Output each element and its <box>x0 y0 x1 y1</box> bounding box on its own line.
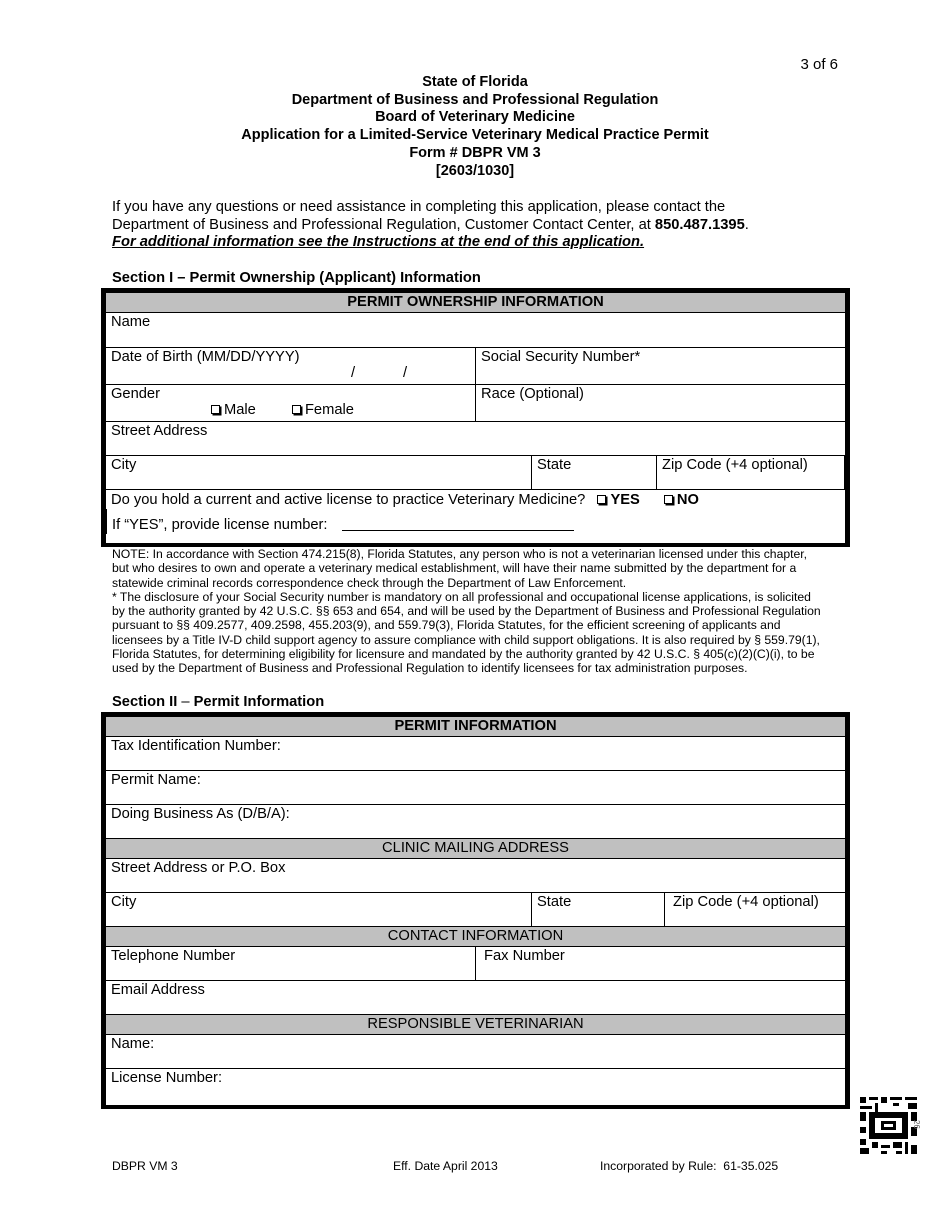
intro-line-2-text: Department of Business and Professional Regulation, Customer Contact Center, at <box>112 216 655 233</box>
name-row <box>106 312 845 347</box>
tin-field[interactable] <box>106 737 845 770</box>
note-line: pursuant to §§ 409.2577, 409.2598, 455.203(9), and 559.79(3), Florida Statutes, for the efficient screening of applicants and <box>112 618 781 633</box>
contact-phone: 850.487.1395 <box>654 216 745 233</box>
dob-field[interactable] <box>106 348 475 384</box>
contact-info-heading: CONTACT INFORMATION <box>106 926 845 946</box>
dob-separator-1: / <box>351 365 356 381</box>
page-number: 3 of 6 <box>800 56 838 73</box>
note-line: NOTE: In accordance with Section 474.215(8), Florida Statutes, any person who is not a veterinarian licensed under this chapter, <box>112 547 808 561</box>
header-form-code: [2603/1030] <box>435 162 515 179</box>
email-field[interactable] <box>106 981 845 1014</box>
vet-license-label: License Number: <box>111 1070 223 1086</box>
license-number-input[interactable] <box>342 530 574 531</box>
street-field[interactable] <box>106 422 845 455</box>
yes-label: YES <box>610 492 640 508</box>
header-form-number: Form # DBPR VM 3 <box>409 144 541 161</box>
mailing-street-row <box>106 858 845 892</box>
vet-name-row <box>106 1034 845 1068</box>
note-line: used by the Department of Business and Professional Regulation to identify licensees for tax administration purposes. <box>112 661 748 676</box>
permit-name-label: Permit Name: <box>111 772 201 788</box>
note-line: licensees by a Title IV-D child support agency to assure compliance with child support obligations. It is also required by § 559.79(1), <box>112 632 820 647</box>
email-label: Email Address <box>111 982 205 998</box>
vet-license-field[interactable] <box>106 1069 845 1102</box>
vet-name-label: Name: <box>111 1036 155 1052</box>
footer-effective-date: Eff. Date April 2013 <box>393 1159 498 1173</box>
telephone-label: Telephone Number <box>111 948 236 964</box>
name-label: Name <box>111 314 151 330</box>
fax-label: Fax Number <box>484 948 565 964</box>
barcode-icon <box>860 1097 917 1154</box>
gender-race-row <box>106 384 845 421</box>
dob-ssn-row <box>106 347 845 384</box>
header-board: Board of Veterinary Medicine <box>375 109 575 126</box>
license-number-label: If “YES”, provide license number: <box>112 517 328 533</box>
responsible-vet-heading: RESPONSIBLE VETERINARIAN <box>106 1014 845 1034</box>
section-1-title: Section I – Permit Ownership (Applicant) Information <box>112 270 481 286</box>
permit-ownership-heading: PERMIT OWNERSHIP INFORMATION <box>106 293 845 312</box>
mailing-state-field[interactable] <box>531 893 664 926</box>
dba-field[interactable] <box>106 805 845 838</box>
state-field[interactable] <box>531 456 656 489</box>
city-field[interactable] <box>106 456 531 489</box>
license-question-row <box>106 489 845 544</box>
header-state: State of Florida <box>422 74 528 90</box>
intro-line-1: If you have any questions or need assistance in completing this application, please contact the <box>112 199 726 215</box>
name-field[interactable] <box>106 313 845 347</box>
footer-rule: Incorporated by Rule: 61-35.025 <box>600 1159 779 1173</box>
license-number-field <box>106 509 845 534</box>
street-label: Street Address <box>111 423 208 439</box>
no-label: NO <box>676 492 699 508</box>
section-2-title-dash: – <box>177 694 194 710</box>
no-option[interactable] <box>664 492 699 508</box>
race-field[interactable] <box>475 385 845 421</box>
male-option[interactable] <box>211 402 256 418</box>
permit-name-row <box>106 770 845 804</box>
city-state-zip-row <box>106 455 845 489</box>
section-2-title-part1: Section II <box>112 694 178 710</box>
fax-field[interactable] <box>475 947 845 980</box>
mailing-street-field[interactable] <box>106 859 845 892</box>
note-line: statewide criminal records correspondence check through the Department of Law Enforcement. <box>112 575 627 590</box>
telephone-field[interactable] <box>106 947 475 980</box>
mailing-street-label: Street Address or P.O. Box <box>111 860 286 876</box>
mailing-zip-field[interactable] <box>664 893 845 926</box>
zip-label: Zip Code (+4 optional) <box>662 457 808 473</box>
dob-label: Date of Birth (MM/DD/YYYY) <box>111 349 300 365</box>
dba-label: Doing Business As (D/B/A): <box>111 806 290 822</box>
permit-name-field[interactable] <box>106 771 845 804</box>
yes-option[interactable] <box>597 492 639 508</box>
mailing-zip-label: Zip Code (+4 optional) <box>673 894 819 910</box>
ssn-field[interactable] <box>475 348 845 384</box>
instructions-note: For additional information see the Instructions at the end of this application. <box>112 234 645 250</box>
tin-row <box>106 736 845 770</box>
race-label: Race (Optional) <box>481 386 584 402</box>
note-line: * The disclosure of your Social Security number is mandatory on all professional and occupational license applications, is solicited <box>112 589 811 604</box>
section-2-title-part2: Permit Information <box>193 694 325 710</box>
mailing-city-state-zip-row <box>106 892 845 926</box>
state-label: State <box>537 457 572 473</box>
no-checkbox[interactable] <box>664 495 673 504</box>
ssn-label: Social Security Number* <box>481 349 641 365</box>
zip-field[interactable] <box>656 456 845 489</box>
street-row <box>106 421 845 455</box>
section-2-title <box>112 694 324 710</box>
male-label: Male <box>224 402 256 418</box>
form-header <box>0 74 950 180</box>
license-question <box>106 490 845 509</box>
gender-label: Gender <box>111 386 160 402</box>
permit-information-box <box>101 712 850 1109</box>
email-row <box>106 980 845 1014</box>
ssn-disclosure-note <box>112 547 842 676</box>
female-checkbox[interactable] <box>292 405 301 414</box>
dba-row <box>106 804 845 838</box>
intro-line-2-end: . <box>744 216 749 233</box>
male-checkbox[interactable] <box>211 405 220 414</box>
yes-checkbox[interactable] <box>597 495 606 504</box>
mailing-city-label: City <box>111 894 137 910</box>
tin-label: Tax Identification Number: <box>111 738 281 754</box>
permit-information-heading: PERMIT INFORMATION <box>106 717 845 736</box>
female-option[interactable] <box>292 402 354 418</box>
gender-field <box>106 385 475 421</box>
note-line: Florida Statutes, for determining eligibility for licensure and mandated by the authority granted by 42 U.S.C. § 405(c)(2)(C)(i), to be <box>112 647 815 662</box>
note-line: but who desires to own and operate a veterinary medical establishment, will have their name submitted by the department for a <box>112 561 797 576</box>
female-label: Female <box>304 402 354 418</box>
mailing-city-field[interactable] <box>106 893 531 926</box>
clinic-mailing-heading: CLINIC MAILING ADDRESS <box>106 838 845 858</box>
permit-ownership-box <box>101 288 850 547</box>
header-department: Department of Business and Professional Regulation <box>291 91 659 108</box>
barcode-caption: 26 <box>912 1120 921 1129</box>
footer-form-id: DBPR VM 3 <box>112 1159 178 1173</box>
dob-separator-2: / <box>403 365 408 381</box>
phone-fax-row <box>106 946 845 980</box>
header-application-title: Application for a Limited-Service Veterinary Medical Practice Permit <box>241 127 709 144</box>
vet-license-row <box>106 1068 845 1102</box>
intro-text <box>112 199 832 252</box>
mailing-state-label: State <box>537 894 572 910</box>
city-label: City <box>111 457 137 473</box>
license-question-label: Do you hold a current and active license to practice Veterinary Medicine? <box>111 492 586 508</box>
intro-line-2 <box>112 217 832 235</box>
vet-name-field[interactable] <box>106 1035 845 1068</box>
note-line: by the authority granted by 42 U.S.C. §§ 653 and 654, and will be used by the Department of Business and Professional Regulation <box>112 604 821 619</box>
